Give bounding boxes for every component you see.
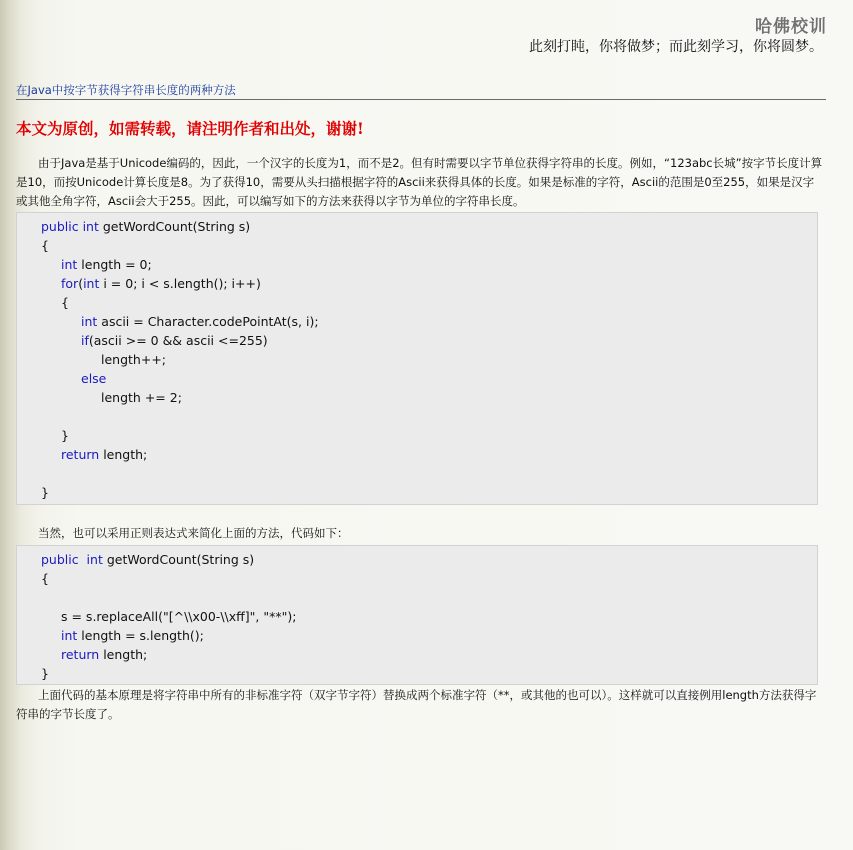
code-line: int ascii = Character.codePointAt(s, i);	[81, 314, 319, 329]
code-block-2	[16, 545, 818, 685]
post-title-link[interactable]: 在Java中按字节获得字符串长度的两种方法	[16, 83, 236, 97]
site-title: 哈佛校训	[755, 17, 827, 37]
title-divider	[16, 99, 826, 100]
intro-paragraph: 由于Java是基于Unicode编码的，因此，一个汉字的长度为1，而不是2。但有时需要以字节单位获得字符串的长度。例如，“123abc长城”按字节长度计算是10，而按Unicode计算长度是8。为了获得10，需要从头扫描根据字符的Ascii来获得具体的长度。如果是标准的字符，Ascii的范围是0至255，如果是汉字或其他全角字符，Ascii会大于255。因此，可以编写如下的方法来获得以字节为单位的字符串长度。	[16, 156, 823, 208]
code-line: public int getWordCount(String s)	[41, 219, 251, 234]
code-line: }	[41, 666, 49, 681]
code-line: }	[61, 428, 69, 443]
code-line: s = s.replaceAll("[^\\x00-\\xff]", "**");	[61, 609, 297, 624]
code-line: int length = 0;	[61, 257, 152, 272]
code-line: int length = s.length();	[61, 628, 204, 643]
code-line: return length;	[61, 447, 148, 462]
code-line: if(ascii >= 0 && ascii <=255)	[81, 333, 268, 348]
site-motto: 此刻打盹，你将做梦；而此刻学习，你将圆梦。	[529, 39, 823, 55]
code-line: length += 2;	[101, 390, 182, 405]
code-line: {	[61, 295, 69, 310]
code-line: {	[41, 571, 49, 586]
code-line: return length;	[61, 647, 148, 662]
code-line: }	[41, 485, 49, 500]
explanation-paragraph: 上面代码的基本原理是将字符串中所有的非标准字符（双字节字符）替换成两个标准字符（**，或其他的也可以）。这样就可以直接例用length方法获得字符串的字节长度了。	[16, 688, 817, 721]
code-line: {	[41, 238, 49, 253]
code-line: public int getWordCount(String s)	[41, 552, 255, 567]
code-line: length++;	[101, 352, 167, 367]
code-block-1	[16, 212, 818, 505]
code-line: for(int i = 0; i < s.length(); i++)	[61, 276, 261, 291]
code-line: else	[81, 371, 107, 386]
copyright-notice: 本文为原创，如需转载，请注明作者和出处，谢谢!	[16, 119, 364, 138]
regex-paragraph: 当然，也可以采用正则表达式来简化上面的方法，代码如下：	[38, 526, 349, 540]
